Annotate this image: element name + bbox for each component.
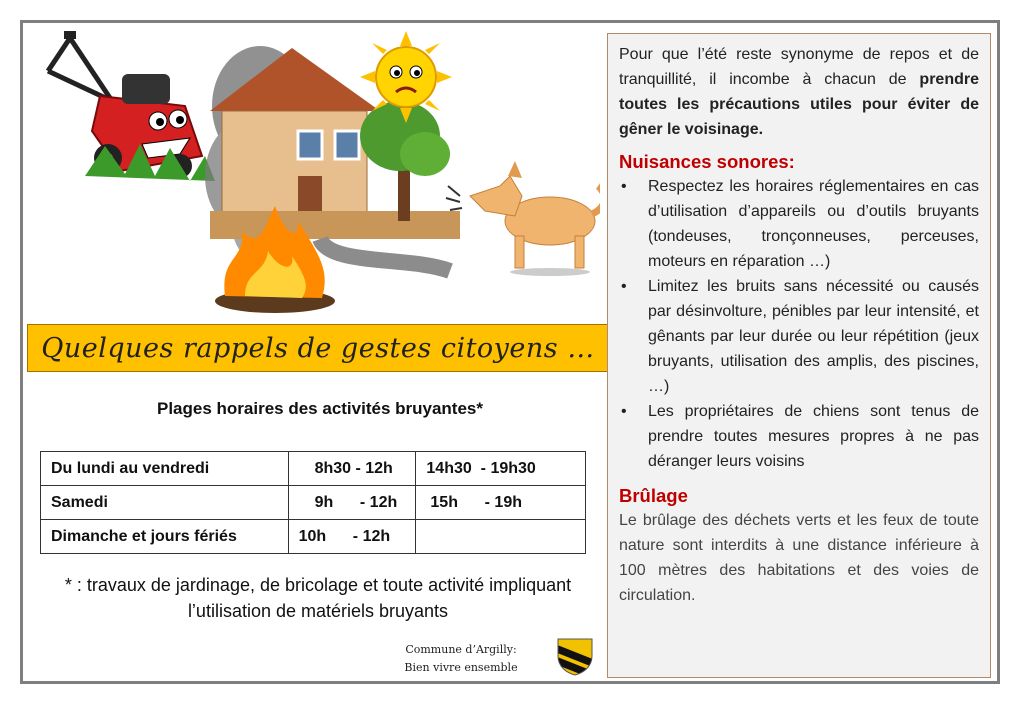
table-row [41,520,586,554]
afternoon-cell: 14h30 - 19h30 [416,452,586,486]
day-cell: Du lundi au vendredi [41,452,289,486]
signature-line1: Commune d’Argilly: [405,643,517,656]
noise-list [619,174,979,474]
intro-emphasis: prendre toutes les précautions utiles pour éviter de gêner le voisinage. [619,71,979,138]
commune-signature [396,641,526,677]
table-row [41,486,586,520]
intro-paragraph [619,42,979,142]
afternoon-cell: 15h - 19h [416,486,586,520]
list-item: • Les propriétaires de chiens sont tenus de prendre toutes mesures propres à ne pas déranger leurs voisins [619,399,979,474]
day-cell: Dimanche et jours fériés [41,520,289,554]
barking-dog-icon [446,161,600,276]
morning-cell: 9h - 12h [288,486,416,520]
rules-panel [607,33,991,678]
list-item: • Limitez les bruits sans nécessité ou causés par désinvolture, pénibles par leur intensité, et gênants par leur durée ou leur répétition (jeux bruyants, utilisation des amplis, des piscines, …) [619,274,979,399]
morning-cell: 8h30 - 12h [288,452,416,486]
schedule-footnote: * : travaux de jardinage, de bricolage et toute activité impliquant l’utilisation de matériels bruyants [64,575,572,621]
burn-heading: Brûlage [619,485,688,506]
illustration [30,26,600,318]
slogan-banner [27,324,609,372]
schedule-table [40,451,586,554]
signature-line2: Bien vivre ensemble [404,661,518,674]
morning-cell: 10h - 12h [288,520,416,554]
burn-paragraph: Le brûlage des déchets verts et les feux de toute nature sont interdits à une distance inférieure à 100 mètres des habitations et des voies de circulation. [619,512,979,604]
lawnmower-icon [48,31,215,181]
day-cell: Samedi [41,486,289,520]
afternoon-cell [416,520,586,554]
noise-heading: Nuisances sonores: [619,151,795,172]
table-row [41,452,586,486]
coat-of-arms-icon [555,636,595,676]
list-item: • Respectez les horaires réglementaires en cas d’utilisation d’appareils ou d’outils bruyants (tondeuses, tronçonneuses, perceuses, moteurs en réparation …) [619,174,979,274]
intro-text: Pour que l’été reste synonyme de repos et de tranquillité, il incombe à chacun de [619,46,979,88]
slogan-text: Quelques rappels de gestes citoyens … [41,332,595,364]
schedule-title: Plages horaires des activités bruyantes* [157,399,483,418]
